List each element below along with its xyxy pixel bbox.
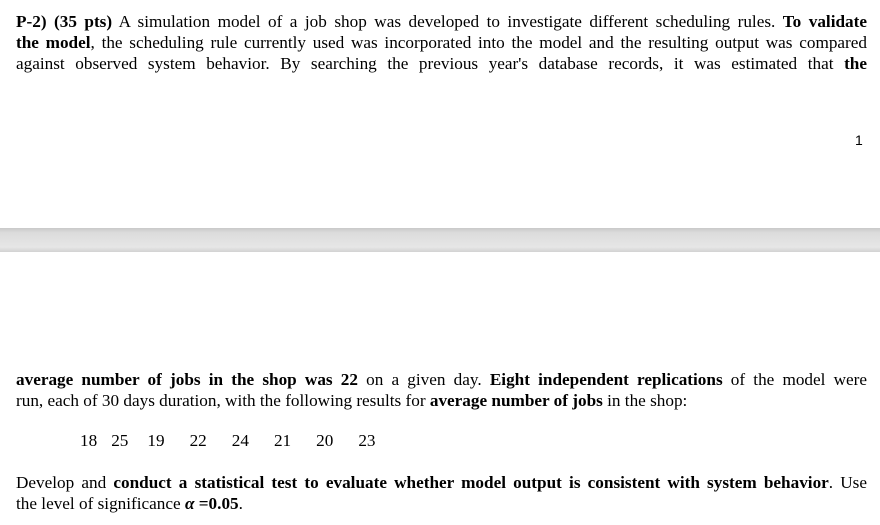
observation-value: 24 bbox=[231, 431, 249, 450]
observation-value: 20 bbox=[316, 431, 334, 450]
alpha-value: =0.05 bbox=[194, 494, 239, 513]
continuation-line-2: run, each of 30 days duration, with the following results for average number of jobs in the shop: bbox=[16, 391, 688, 410]
observation-value: 22 bbox=[189, 431, 207, 450]
observations-row bbox=[80, 430, 376, 451]
problem-line-2: the model, the scheduling rule currently used was incorporated into the model and the resulting output was compared bbox=[16, 33, 867, 52]
problem-line-1: P-2) (35 pts) A simulation model of a job shop was developed to investigate different scheduling rules. To validate bbox=[16, 12, 867, 31]
task-paragraph bbox=[16, 472, 867, 514]
page-top-section bbox=[0, 0, 880, 228]
continuation-paragraph bbox=[16, 369, 867, 411]
page-break-divider bbox=[0, 228, 880, 252]
problem-line-3: against observed system behavior. By searching the previous year's database records, it was estimated that the bbox=[16, 54, 867, 73]
observation-value: 25 bbox=[111, 431, 129, 450]
problem-label: P-2) (35 pts) bbox=[16, 12, 113, 31]
problem-statement-paragraph bbox=[16, 11, 867, 74]
page-number: 1 bbox=[855, 132, 863, 148]
observation-value: 19 bbox=[147, 431, 165, 450]
alpha-symbol: α bbox=[184, 494, 195, 513]
task-line-1: Develop and conduct a statistical test to evaluate whether model output is consistent with system behavior. Use bbox=[16, 473, 867, 492]
observation-value: 21 bbox=[273, 431, 292, 450]
observation-value: 18 bbox=[80, 431, 98, 450]
task-line-2: the level of significance α =0.05. bbox=[16, 494, 243, 513]
observation-value: 23 bbox=[358, 431, 376, 450]
continuation-line-1: average number of jobs in the shop was 22 on a given day. Eight independent replications of the model were bbox=[16, 370, 867, 389]
